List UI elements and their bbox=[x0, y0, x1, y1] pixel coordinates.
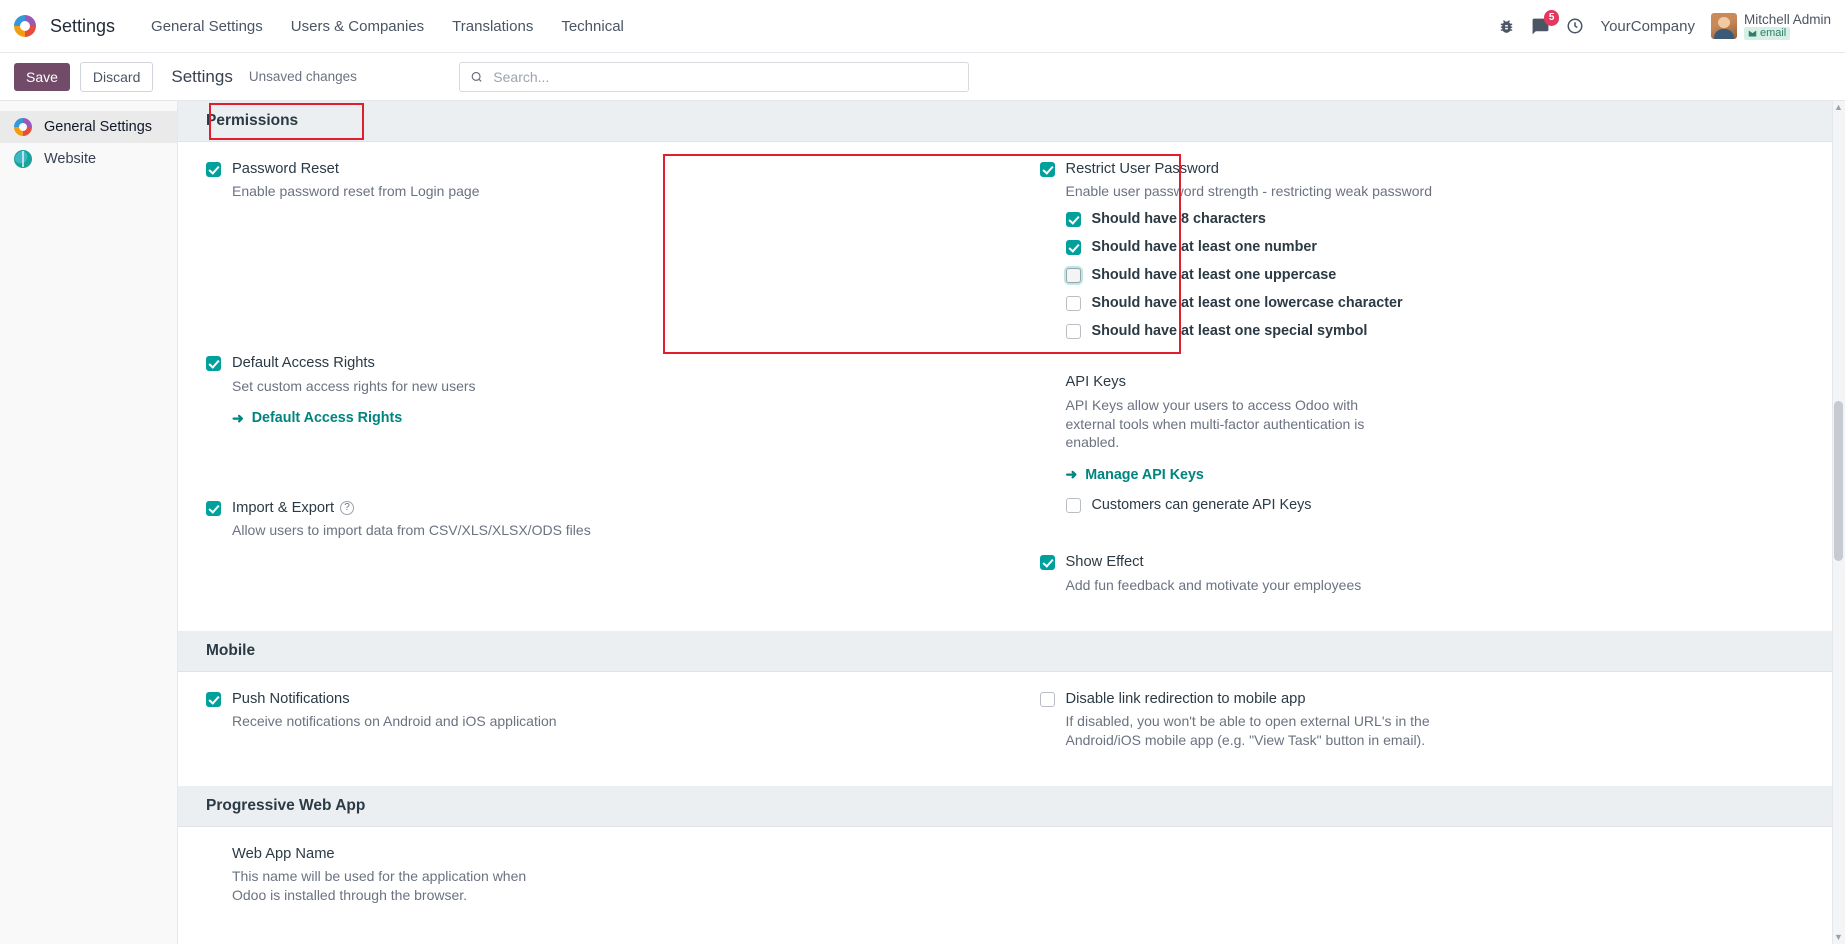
page-body bbox=[0, 101, 1845, 944]
user-email-badge bbox=[1744, 27, 1790, 40]
rule-one-uppercase-label: Should have at least one uppercase bbox=[1091, 267, 1337, 284]
pwa-right-column bbox=[1012, 845, 1845, 933]
content-scrollbar[interactable] bbox=[1832, 101, 1845, 944]
user-texts bbox=[1744, 12, 1831, 40]
page-title: Settings bbox=[171, 66, 233, 86]
password-reset-text bbox=[232, 160, 479, 201]
sidebar-item-website[interactable] bbox=[0, 143, 177, 175]
rule-one-special-symbol-checkbox[interactable] bbox=[1066, 324, 1081, 339]
mobile-right-column bbox=[1012, 690, 1845, 778]
section-header-pwa: Progressive Web App bbox=[178, 786, 1845, 827]
api-keys-desc: API Keys allow your users to access Odoo with external tools when multi-factor authentication is enabled. bbox=[1065, 396, 1365, 451]
push-notifications-checkbox[interactable] bbox=[206, 692, 221, 707]
top-navbar bbox=[0, 0, 1845, 53]
nav-menu-general-settings[interactable]: General Settings bbox=[151, 17, 263, 35]
left-column-spacer-2 bbox=[206, 455, 1012, 499]
rule-one-number-label: Should have at least one number bbox=[1091, 239, 1318, 256]
chat-icon[interactable] bbox=[1531, 11, 1555, 36]
password-reset-checkbox[interactable] bbox=[206, 162, 221, 177]
setting-show-effect bbox=[1040, 553, 1845, 594]
permissions-right-column bbox=[1012, 160, 1845, 623]
rule-8-characters-checkbox[interactable] bbox=[1066, 212, 1081, 227]
odoo-logo-icon[interactable] bbox=[14, 15, 36, 37]
section-header-permissions: Permissions bbox=[178, 101, 1845, 142]
api-keys-text bbox=[1066, 373, 1411, 525]
clock-icon[interactable] bbox=[1566, 17, 1584, 35]
api-keys-sub-list bbox=[1066, 497, 1411, 513]
rule-one-special-symbol-label: Should have at least one special symbol bbox=[1091, 323, 1368, 340]
bug-icon[interactable] bbox=[1498, 18, 1515, 35]
disable-link-redirection-checkbox[interactable] bbox=[1040, 692, 1055, 707]
rule-one-lowercase-checkbox[interactable] bbox=[1066, 296, 1081, 311]
settings-content bbox=[178, 101, 1845, 944]
import-export-text bbox=[232, 499, 591, 540]
setting-password-reset bbox=[206, 160, 1012, 201]
user-email-text: email bbox=[1759, 27, 1787, 40]
default-access-rights-desc: Set custom access rights for new users bbox=[232, 377, 476, 394]
section-header-mobile: Mobile bbox=[178, 631, 1845, 672]
mobile-settings bbox=[178, 672, 1845, 786]
default-access-rights-text bbox=[232, 354, 476, 426]
company-switcher[interactable]: YourCompany bbox=[1600, 17, 1695, 35]
setting-default-access-rights bbox=[206, 354, 1012, 426]
rule-one-lowercase bbox=[1066, 295, 1433, 311]
avatar bbox=[1711, 13, 1737, 39]
default-access-rights-link-label: Default Access Rights bbox=[251, 410, 403, 427]
push-notifications-title: Push Notifications bbox=[232, 690, 350, 707]
left-column-spacer bbox=[206, 229, 1012, 354]
scroll-down-arrow-icon[interactable]: ▼ bbox=[1834, 932, 1843, 942]
default-access-rights-checkbox[interactable] bbox=[206, 356, 221, 371]
customers-generate-api-keys-label: Customers can generate API Keys bbox=[1091, 497, 1312, 514]
customers-generate-api-keys bbox=[1066, 497, 1411, 513]
manage-api-keys-link-label: Manage API Keys bbox=[1085, 466, 1204, 483]
user-menu[interactable] bbox=[1711, 12, 1831, 40]
show-effect-checkbox[interactable] bbox=[1040, 555, 1055, 570]
mobile-row bbox=[178, 690, 1845, 778]
setting-disable-link-redirection bbox=[1040, 690, 1845, 750]
push-notifications-text bbox=[232, 690, 557, 731]
rule-8-characters bbox=[1066, 211, 1433, 227]
unsaved-changes-status: Unsaved changes bbox=[248, 69, 357, 84]
rule-one-uppercase-checkbox[interactable] bbox=[1066, 268, 1081, 283]
setting-push-notifications bbox=[206, 690, 1012, 731]
scrollbar-thumb[interactable] bbox=[1834, 401, 1843, 561]
password-rules-list bbox=[1066, 211, 1433, 339]
mobile-left-column bbox=[178, 690, 1012, 778]
app-brand-title[interactable]: Settings bbox=[50, 15, 116, 36]
nav-menu-technical[interactable]: Technical bbox=[561, 17, 624, 35]
sidebar-item-label: Website bbox=[44, 151, 97, 167]
import-export-desc: Allow users to import data from CSV/XLS/XLSX/ODS files bbox=[232, 521, 591, 538]
pwa-left-column bbox=[178, 845, 1012, 933]
permissions-left-column bbox=[178, 160, 1012, 623]
permissions-row-1 bbox=[178, 160, 1845, 623]
disable-link-redirection-text bbox=[1066, 690, 1441, 750]
mail-icon bbox=[1748, 29, 1757, 38]
user-name: Mitchell Admin bbox=[1743, 11, 1831, 27]
settings-sidebar bbox=[0, 101, 178, 944]
arrow-right-icon: ➜ bbox=[232, 409, 244, 426]
show-effect-text bbox=[1066, 553, 1362, 594]
scroll-up-arrow-icon[interactable]: ▲ bbox=[1834, 102, 1843, 112]
setting-restrict-user-password bbox=[1040, 160, 1845, 351]
show-effect-desc: Add fun feedback and motivate your employees bbox=[1065, 576, 1362, 593]
setting-web-app-name bbox=[206, 845, 1012, 905]
rule-one-number-checkbox[interactable] bbox=[1066, 240, 1081, 255]
messages-count-badge: 5 bbox=[1544, 10, 1560, 26]
manage-api-keys-link[interactable] bbox=[1066, 466, 1204, 483]
web-app-name-text bbox=[232, 845, 562, 905]
navbar-right-group bbox=[1498, 12, 1831, 40]
customers-generate-api-keys-checkbox[interactable] bbox=[1066, 498, 1081, 513]
globe-icon bbox=[14, 150, 32, 168]
setting-import-export bbox=[206, 499, 1012, 540]
rule-one-uppercase bbox=[1066, 267, 1433, 283]
pwa-settings bbox=[178, 827, 1845, 941]
search-icon bbox=[470, 70, 483, 84]
push-notifications-desc: Receive notifications on Android and iOS application bbox=[232, 712, 557, 729]
odoo-icon bbox=[14, 118, 32, 136]
rule-one-lowercase-label: Should have at least one lowercase character bbox=[1091, 295, 1403, 312]
import-export-title bbox=[232, 499, 591, 517]
rule-one-number bbox=[1066, 239, 1433, 255]
nav-menu-users-companies[interactable]: Users & Companies bbox=[290, 17, 425, 35]
restrict-user-password-desc: Enable user password strength - restricting weak password bbox=[1065, 183, 1433, 200]
restrict-user-password-checkbox[interactable] bbox=[1040, 162, 1055, 177]
sidebar-item-label: General Settings bbox=[44, 119, 153, 135]
discard-button[interactable]: Discard bbox=[80, 62, 153, 92]
default-access-rights-title: Default Access Rights bbox=[232, 355, 375, 372]
password-reset-title: Password Reset bbox=[232, 161, 339, 177]
password-reset-desc: Enable password reset from Login page bbox=[232, 183, 480, 200]
restrict-user-password-text bbox=[1066, 160, 1433, 351]
api-keys-title: API Keys bbox=[1065, 374, 1126, 391]
arrow-right-icon: ➜ bbox=[1065, 466, 1078, 483]
show-effect-title: Show Effect bbox=[1065, 554, 1144, 571]
web-app-name-desc: This name will be used for the application when Odoo is installed through the browser. bbox=[232, 868, 527, 903]
web-app-name-title: Web App Name bbox=[232, 845, 335, 862]
default-access-rights-link[interactable] bbox=[232, 410, 402, 427]
restrict-user-password-title: Restrict User Password bbox=[1065, 161, 1219, 177]
save-button[interactable]: Save bbox=[14, 63, 70, 91]
import-export-title-label: Import & Export bbox=[232, 499, 335, 516]
pwa-row bbox=[178, 845, 1845, 933]
sidebar-item-general-settings[interactable] bbox=[0, 111, 177, 143]
disable-link-redirection-desc: If disabled, you won't be able to open external URL's in the Android/iOS mobile app (e.g. "View Task" button in email). bbox=[1065, 712, 1430, 748]
nav-menu-translations[interactable]: Translations bbox=[452, 17, 534, 35]
control-panel bbox=[0, 53, 1845, 101]
search-bar[interactable] bbox=[459, 62, 969, 92]
disable-link-redirection-title: Disable link redirection to mobile app bbox=[1065, 690, 1306, 707]
import-export-checkbox[interactable] bbox=[206, 501, 221, 516]
help-icon[interactable]: ? bbox=[340, 501, 354, 515]
permissions-settings bbox=[178, 142, 1845, 631]
rule-8-characters-label: Should have 8 characters bbox=[1091, 211, 1266, 228]
rule-one-special-symbol bbox=[1066, 323, 1433, 339]
search-input[interactable] bbox=[491, 68, 958, 86]
setting-api-keys bbox=[1040, 373, 1845, 525]
